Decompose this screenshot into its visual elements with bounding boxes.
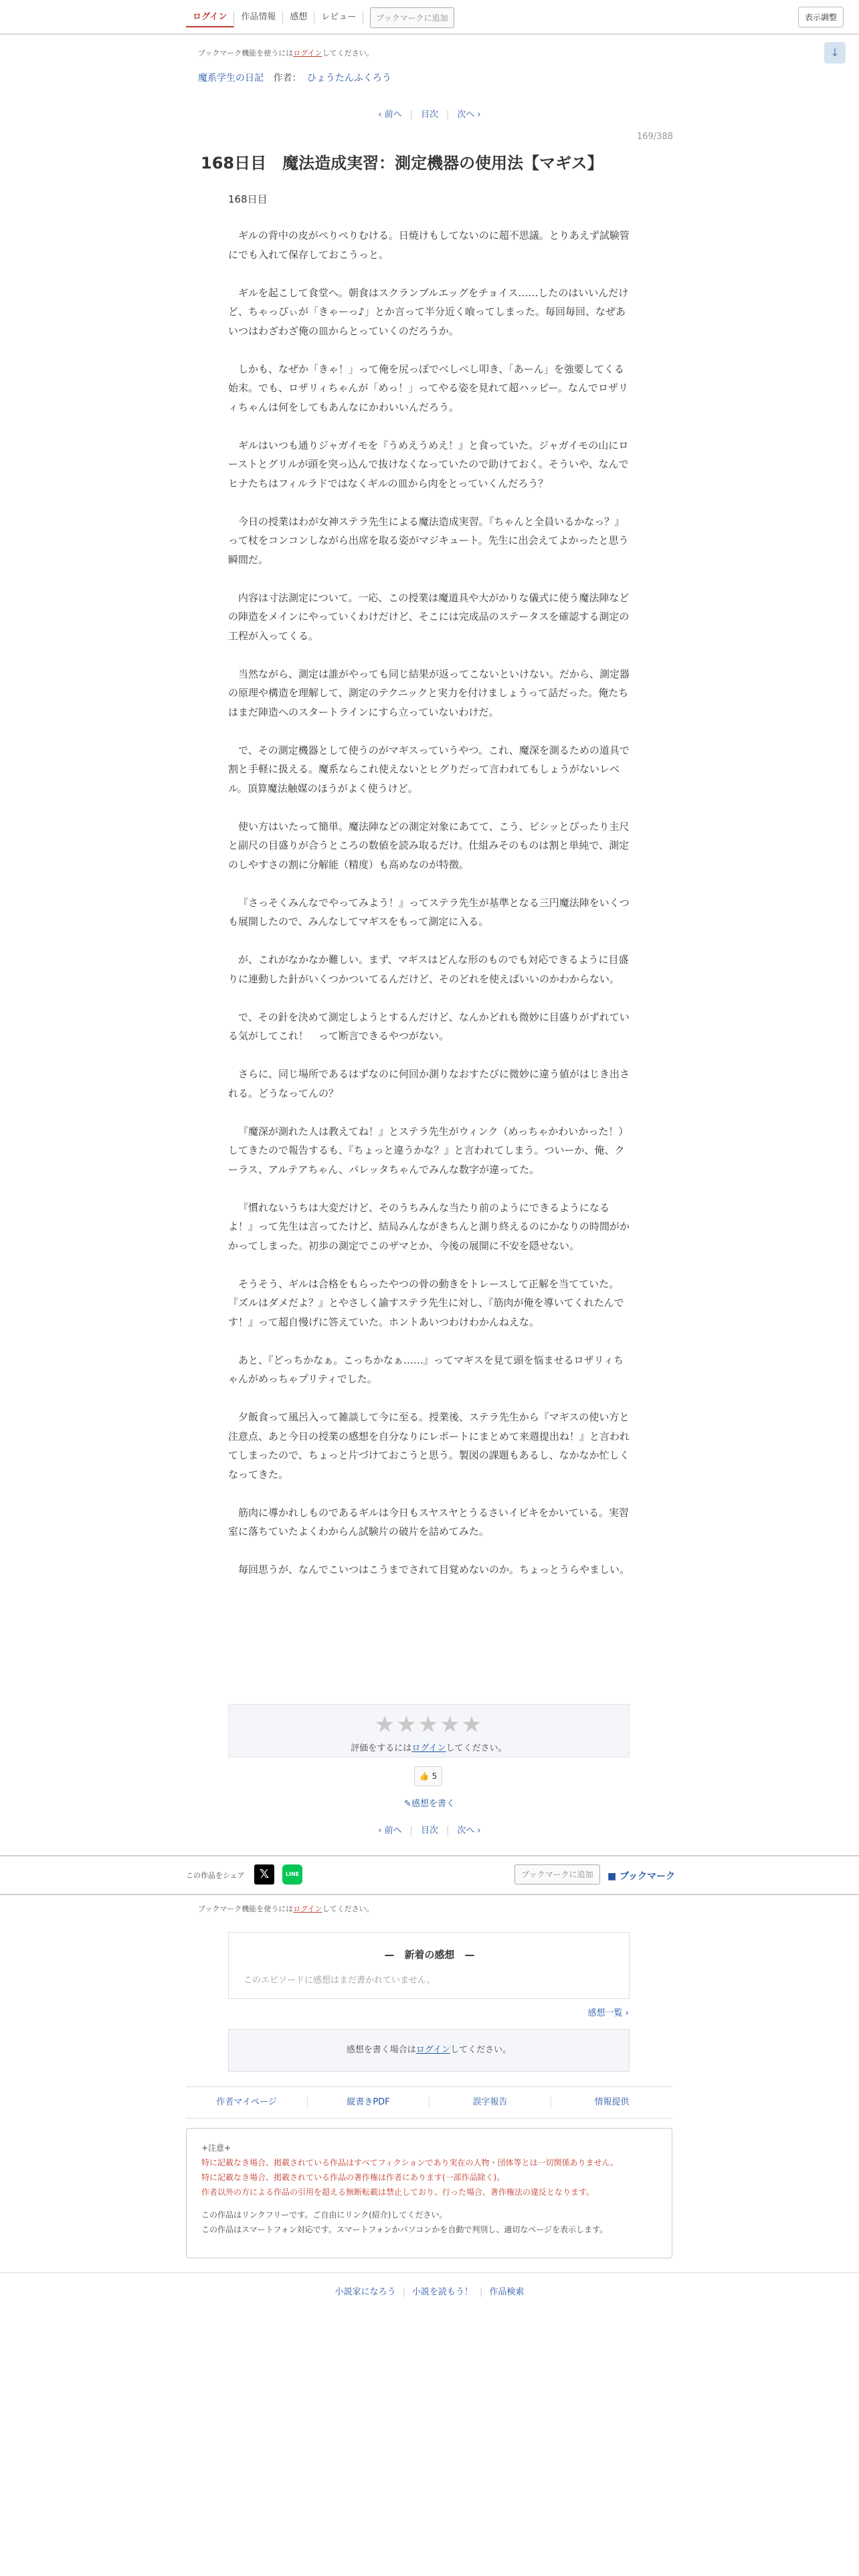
info-report-link[interactable]: 情報提供 [594,2097,630,2107]
notice-title: +注意+ [201,2143,231,2153]
prev-link[interactable]: ‹ 前へ [378,110,402,120]
notice-line: この作品はリンクフリーです。ご自由にリンク(紹介)してください。 [201,2210,448,2220]
author-label: 作者： [273,73,302,84]
body-paragraph: さらに、同じ場所であるはずなのに何回か測りなおすたびに微妙に違う値がはじき出される。どうなってんの？ [228,1068,630,1099]
body-paragraph: 『さっそくみんなでやってみよう！』ってステラ先生が基準となる三円魔法陣をいくつも展開したので、みんなしてマギスをもって測定に入る。 [228,896,630,928]
body-paragraph: 今日の授業はわが女神ステラ先生による魔法造成実習。『ちゃんと全員いるかなっ？』って杖をコンコンしながら出席を取る姿がマジキュート。先生に出会えてよかったと思う瞬間だ。 [228,515,629,566]
body-paragraph: 『魔深が測れた人は教えてね！』とステラ先生がウィンク（めっちゃかわいかった！）してきたので報告するも、『ちょっと違うかな？』と言われてしまう。ついーか、俺、クーラス、アルテアちゃん、パレッタちゃんでみんな数字が違ってた。 [228,1125,629,1176]
author-mypage-link[interactable]: 作者マイページ [186,2097,308,2109]
episode-count: 169/388 [636,132,673,142]
footer-links: 小説家になろう | 小説を読もう！ | 作品検索 [0,2284,859,2297]
impression-login-link[interactable]: ログイン [415,2045,451,2055]
line-share-icon[interactable]: LINE [282,1864,302,1885]
bookmark-add-button[interactable]: ブックマークに追加 [514,1864,600,1885]
notice-line: この作品はスマートフォン対応です。スマートフォンかパソコンかを自動で判別し、適切なページを表示します。 [201,2225,608,2234]
thumbs-up-icon: 👍 [419,1772,430,1781]
nav-login[interactable]: ログイン [186,11,234,27]
bookmark-login-link[interactable]: ログイン [293,1905,322,1913]
pager-top: ‹ 前へ | 目次 | 次へ › [0,107,859,120]
divider [0,2272,859,2273]
notice-box [186,2128,672,2258]
divider [0,1855,859,1856]
nav-reviews[interactable]: レビュー [314,11,363,23]
divider [0,1894,859,1895]
body-paragraph: ギルはいつも通りジャガイモを『うめえうめえ！』と食っていた。ジャガイモの山にローストとグリルが頭を突っ込んで抜けなくなっていたので助けておく。そういや、なんでヒナたちはフィルラドではなくギルの皿から肉をとっていくんだろう？ [228,439,629,490]
typo-report-link[interactable]: 誤字報告 [430,2097,551,2109]
episode-subtitle: 168日目 [228,193,268,205]
notice-line: 特に記載なき場合、掲載されている作品はすべてフィクションであり実在の人物・団体等とは一切関係ありません。 [201,2158,619,2167]
toc-link[interactable]: 目次 [420,1826,438,1836]
body-paragraph: が、これがなかなか難しい。まず、マギスはどんな形のものでも対応できるように目盛りに連動した針がいくつかついてるんだけど、そのどれを使えばいいのかわからない。 [228,954,629,985]
body-paragraph: ギルを起こして食堂へ。朝食はスクランブルエッグをチョイス……したのはいいんだけど、ちゃっぴぃが「きゃーっ♪」とか言って半分近く喰ってしまった。毎回毎回、なぜあいつはわざわざ俺の皿からとっていくのだろうか。 [228,286,629,337]
body-paragraph: そうそう、ギルは合格をもらったやつの骨の動きをトレースして正解を当てていた。『ズルはダメだよ？』とやさしく諭すステラ先生に対し、『筋肉が俺を導いてくれたんです！』って超自慢げに答えていた。ホントあいつわけわかんねえな。 [228,1277,624,1328]
impression-login-box: 感想を書く場合はログインしてください。 [228,2029,630,2072]
footer-link-yomou[interactable]: 小説を読もう！ [411,2287,473,2297]
rating-login-link[interactable]: ログイン [411,1743,446,1753]
series-title-link[interactable]: 魔系学生の日記 [198,73,264,84]
display-settings-button[interactable]: 表示調整 [798,7,844,27]
impressions-empty: このエピソードに感想はまだ書かれていません。 [244,1975,436,1985]
nav-novel-info[interactable]: 作品情報 [234,11,283,23]
nav-impressions[interactable]: 感想 [283,11,314,23]
body-paragraph: で、その測定機器として使うのがマギスっていうやつ。これ、魔深を測るための道具で割と手軽に扱える。魔系ならこれ使えないとヒグりだって言われてもしょうがないレベル。頂算魔法触媒のほうがよく使うけど。 [228,744,630,794]
footer-link-narou[interactable]: 小説家になろう [335,2287,396,2297]
bookmark-login-link[interactable]: ログイン [293,49,322,58]
header-bookmark-add-button[interactable]: ブックマークに追加 [370,7,454,28]
site-header [0,0,859,35]
impressions-list-link[interactable]: 感想一覧 › [587,2008,629,2018]
bookmark-login-notice: ブックマーク機能を使うにはログインしてください。 [198,49,374,58]
series-info [198,71,391,84]
latest-impressions-box [228,1932,630,1999]
next-link[interactable]: 次へ › [457,1826,481,1836]
author-link[interactable]: ひょうたんふくろう [306,73,391,84]
notice-line: 作者以外の方による作品の引用を超える無断転載は禁止しており、行った場合、著作権法の違反となります。 [201,2187,595,2197]
vertical-pdf-link[interactable]: 縦書きPDF [308,2097,430,2109]
bookmark-login-notice: ブックマーク機能を使うにはログインしてください。 [198,1905,374,1913]
episode-title: 168日目 魔法造成実習：測定機器の使用法【マギス】 [201,154,603,173]
episode-body [228,226,630,1598]
body-paragraph: 筋肉に導かれしものであるギルは今日もスヤスヤとうるさいイビキをかいている。実習室に落ちていたよくわからん試験片の破片を詰めてみた。 [228,1506,629,1537]
prev-link[interactable]: ‹ 前へ [378,1826,402,1836]
next-link[interactable]: 次へ › [457,110,481,120]
body-paragraph: 内容は寸法測定について。一応、この授業は魔道具や大がかりな儀式に使う魔法陣などの陣造をメインにやっていくわけだけど、そこには完成品のステータスを確認する測定の工程が入ってくる。 [228,591,630,642]
body-paragraph: ギルの背中の皮がぺりぺりむける。日焼けもしてないのに超不思議。とりあえず試験管にでも入れて保存しておこうっと。 [228,229,630,261]
impressions-title: — 新着の感想 — [384,1949,475,1961]
header-nav [186,6,454,29]
rating-stars-icon[interactable]: ★★★★★ [374,1711,484,1738]
like-count: 5 [432,1772,438,1781]
body-paragraph: 使い方はいたって簡単。魔法陣などの測定対象にあてて、こう、ビシッとぴったり主尺と副尺の目盛りが合うところの数値を読み取るだけ。仕組みそのものは割と単純で、測定のしやすさの割に分解能（精度）も高めなのが特徴。 [228,820,630,871]
like-button[interactable] [414,1766,442,1786]
toc-link[interactable]: 目次 [420,110,438,120]
body-paragraph: 毎回思うが、なんでこいつはこうまでされて目覚めないのか。ちょっとうらやましい。 [238,1564,630,1576]
rating-login-note: 評価をするにはログインしてください。 [351,1743,507,1753]
footer-link-search[interactable]: 作品検索 [489,2287,524,2297]
write-impression-link[interactable]: ✎感想を書く [404,1799,455,1809]
body-paragraph: しかも、なぜか「きゃ！」って俺を尻っぽでべしべし叩き、「あーん」を強要してくる始末。でも、ロザリィちゃんが「めっ！」ってやる姿を見れて超ハッピー。なんでロザリィちゃんは何をしてもあんなにかわいいんだろう。 [228,362,629,413]
utility-nav [186,2086,672,2119]
body-paragraph: で、その針を決めて測定しようとするんだけど、なんかどれも微妙に目盛りがずれている気がしてこれ！ って断言できるやつがない。 [228,1010,630,1042]
pager-bottom: ‹ 前へ | 目次 | 次へ › [0,1823,859,1836]
body-paragraph: あと、『どっちかなぁ。こっちかなぁ……』ってマギスを見て頭を悩ませるロザリィちゃんがめっちゃプリティでした。 [228,1354,624,1385]
x-share-icon[interactable]: 𝕏 [254,1864,274,1885]
share-label: この作品をシェア [186,1871,245,1880]
body-paragraph: 『慣れないうちは大変だけど、そのうちみんな当たり前のようにできるようになるよ！』って先生は言ってたけど、結局みんながきちんと測り終えるのにかなりの時間がかかってしまった。初歩の測定でこのザマとか、今後の展開に不安を隠せない。 [228,1201,630,1252]
rating-box [228,1704,630,1757]
body-paragraph: 当然ながら、測定は誰がやっても同じ結果が返ってこないといけない。だから、測定器の原理や構造を理解して、測定のテクニックと実力を付けましょうって話だった。俺たちはまだ陣造へのスタートラインにすら立っていないわけだ。 [228,667,630,718]
scroll-down-icon[interactable]: ↓ [824,42,846,64]
body-paragraph: 夕飯食って風呂入って雑談して今に至る。授業後、ステラ先生から『マギスの使い方と注意点、あと今日の授業の感想を自分なりにレポートにまとめて来週提出ね！』と言われてしまったので、ちょっと片づけておこうと思う。製図の課題もあるし、なかなか忙しくなってきた。 [228,1411,630,1481]
bookmark-link[interactable]: ■ ブックマーク [607,1871,676,1882]
notice-line: 特に記載なき場合、掲載されている作品の著作権は作者にあります(一部作品除く)。 [201,2173,505,2182]
